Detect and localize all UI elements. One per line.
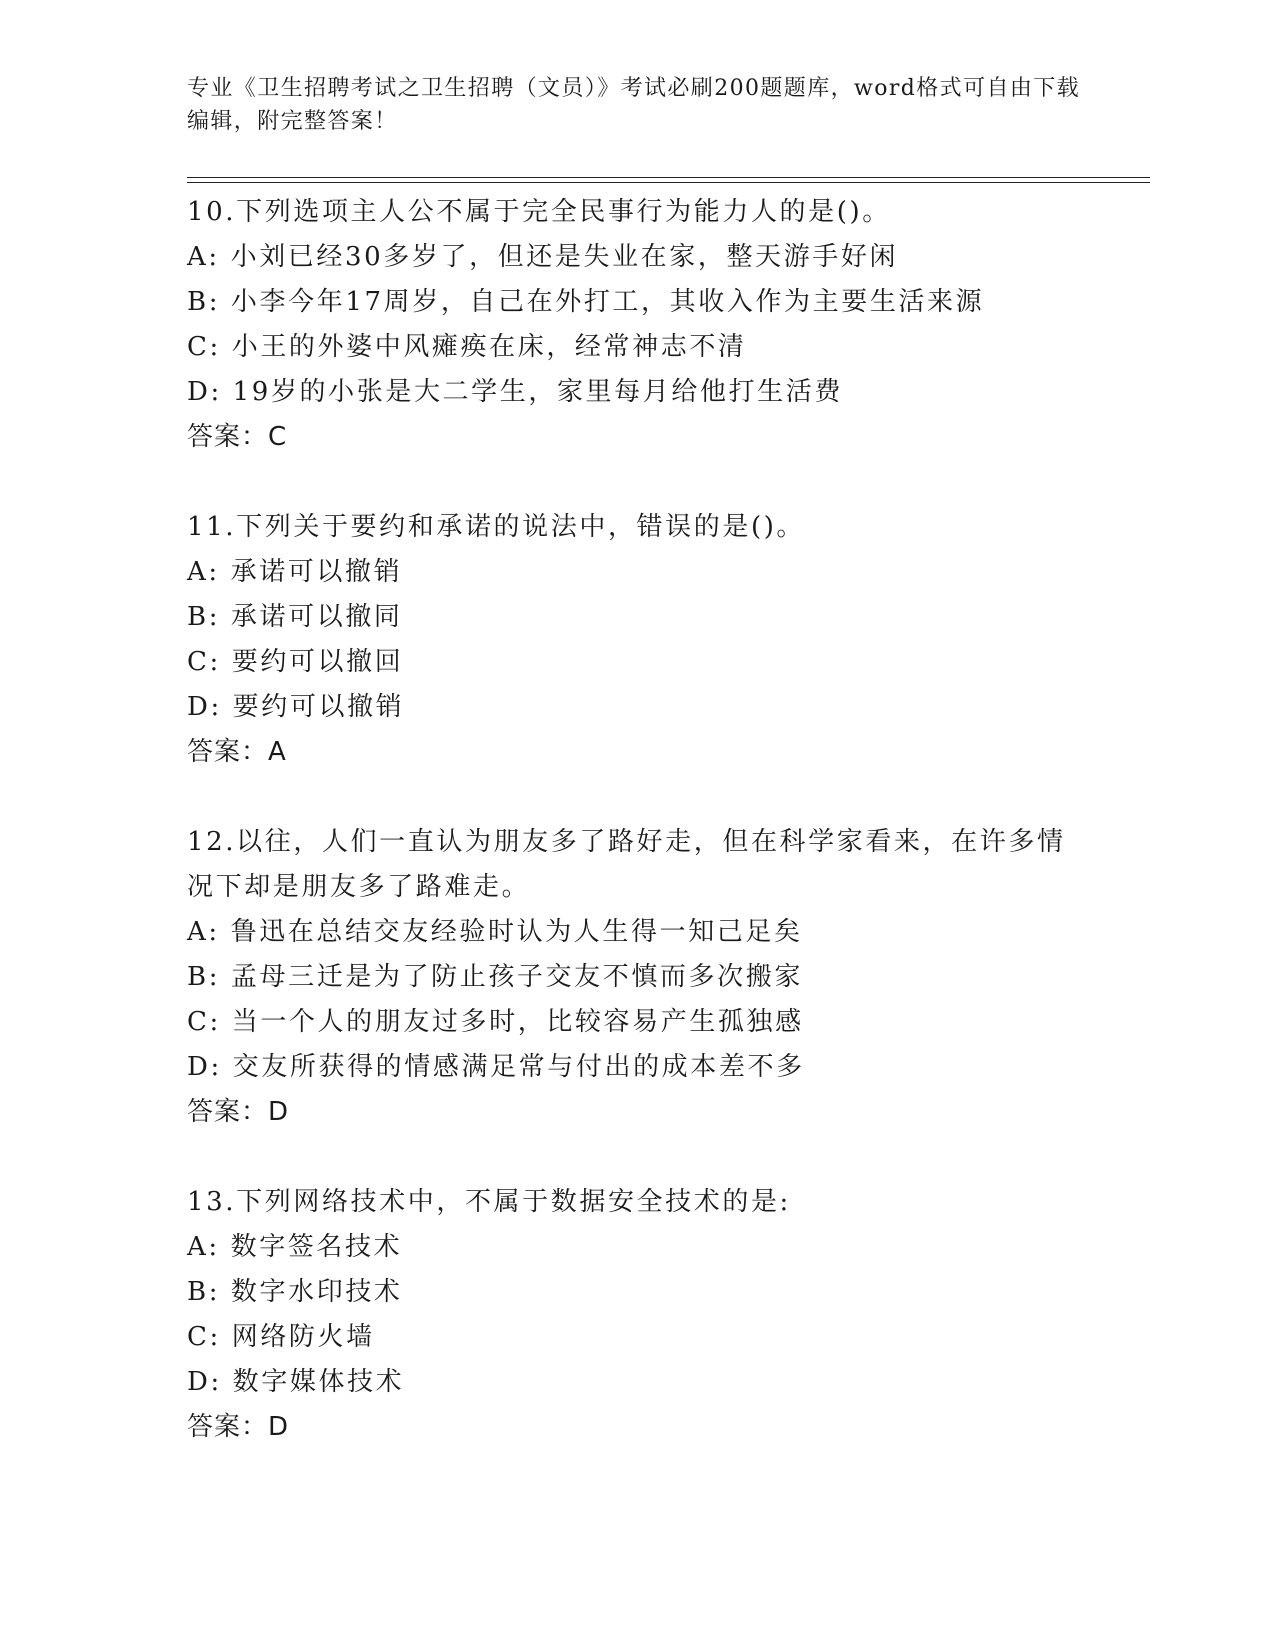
- question-12: [187, 820, 1087, 1135]
- option-a: A: 小刘已经30多岁了，但还是失业在家，整天游手好闲: [187, 242, 899, 272]
- question-13: [187, 1180, 1087, 1450]
- option-a: A: 承诺可以撤销: [187, 557, 403, 587]
- option-d: D: 19岁的小张是大二学生，家里每月给他打生活费: [187, 377, 843, 407]
- option-b: B: 数字水印技术: [187, 1277, 403, 1307]
- option-d: D: 数字媒体技术: [187, 1367, 405, 1397]
- question-list: [187, 190, 1087, 1495]
- answer: 答案：D: [187, 1097, 290, 1127]
- option-b: B: 承诺可以撤同: [187, 602, 403, 632]
- question-stem: 12.以往，人们一直认为朋友多了路好走，但在科学家看来，在许多情况下却是朋友多了路难走。: [187, 827, 1066, 902]
- option-c: C: 要约可以撤回: [187, 647, 404, 677]
- option-d: D: 交友所获得的情感满足常与付出的成本差不多: [187, 1052, 805, 1082]
- option-b: B: 小李今年17周岁，自己在外打工，其收入作为主要生活来源: [187, 287, 985, 317]
- option-a: A: 数字签名技术: [187, 1232, 403, 1262]
- question-10: [187, 190, 1087, 460]
- option-b: B: 孟母三迁是为了防止孩子交友不慎而多次搬家: [187, 962, 803, 992]
- header-divider-bottom: [187, 182, 1150, 183]
- option-a: A: 鲁迅在总结交友经验时认为人生得一知己足矣: [187, 917, 803, 947]
- answer: 答案：A: [187, 737, 287, 767]
- question-stem: 11.下列关于要约和承诺的说法中，错误的是()。: [187, 512, 806, 542]
- option-c: C: 小王的外婆中风瘫痪在床，经常神志不清: [187, 332, 747, 362]
- option-c: C: 网络防火墙: [187, 1322, 375, 1352]
- option-c: C: 当一个人的朋友过多时，比较容易产生孤独感: [187, 1007, 804, 1037]
- option-d: D: 要约可以撤销: [187, 692, 405, 722]
- header-divider-top: [187, 177, 1150, 178]
- document-intro: 专业《卫生招聘考试之卫生招聘（文员）》考试必刷200题题库，word格式可自由下载编辑，附完整答案！: [187, 76, 1081, 134]
- question-stem: 10.下列选项主人公不属于完全民事行为能力人的是()。: [187, 197, 891, 227]
- answer: 答案：C: [187, 422, 288, 452]
- question-11: [187, 505, 1087, 775]
- answer: 答案：D: [187, 1412, 290, 1442]
- question-stem: 13.下列网络技术中，不属于数据安全技术的是:: [187, 1187, 791, 1217]
